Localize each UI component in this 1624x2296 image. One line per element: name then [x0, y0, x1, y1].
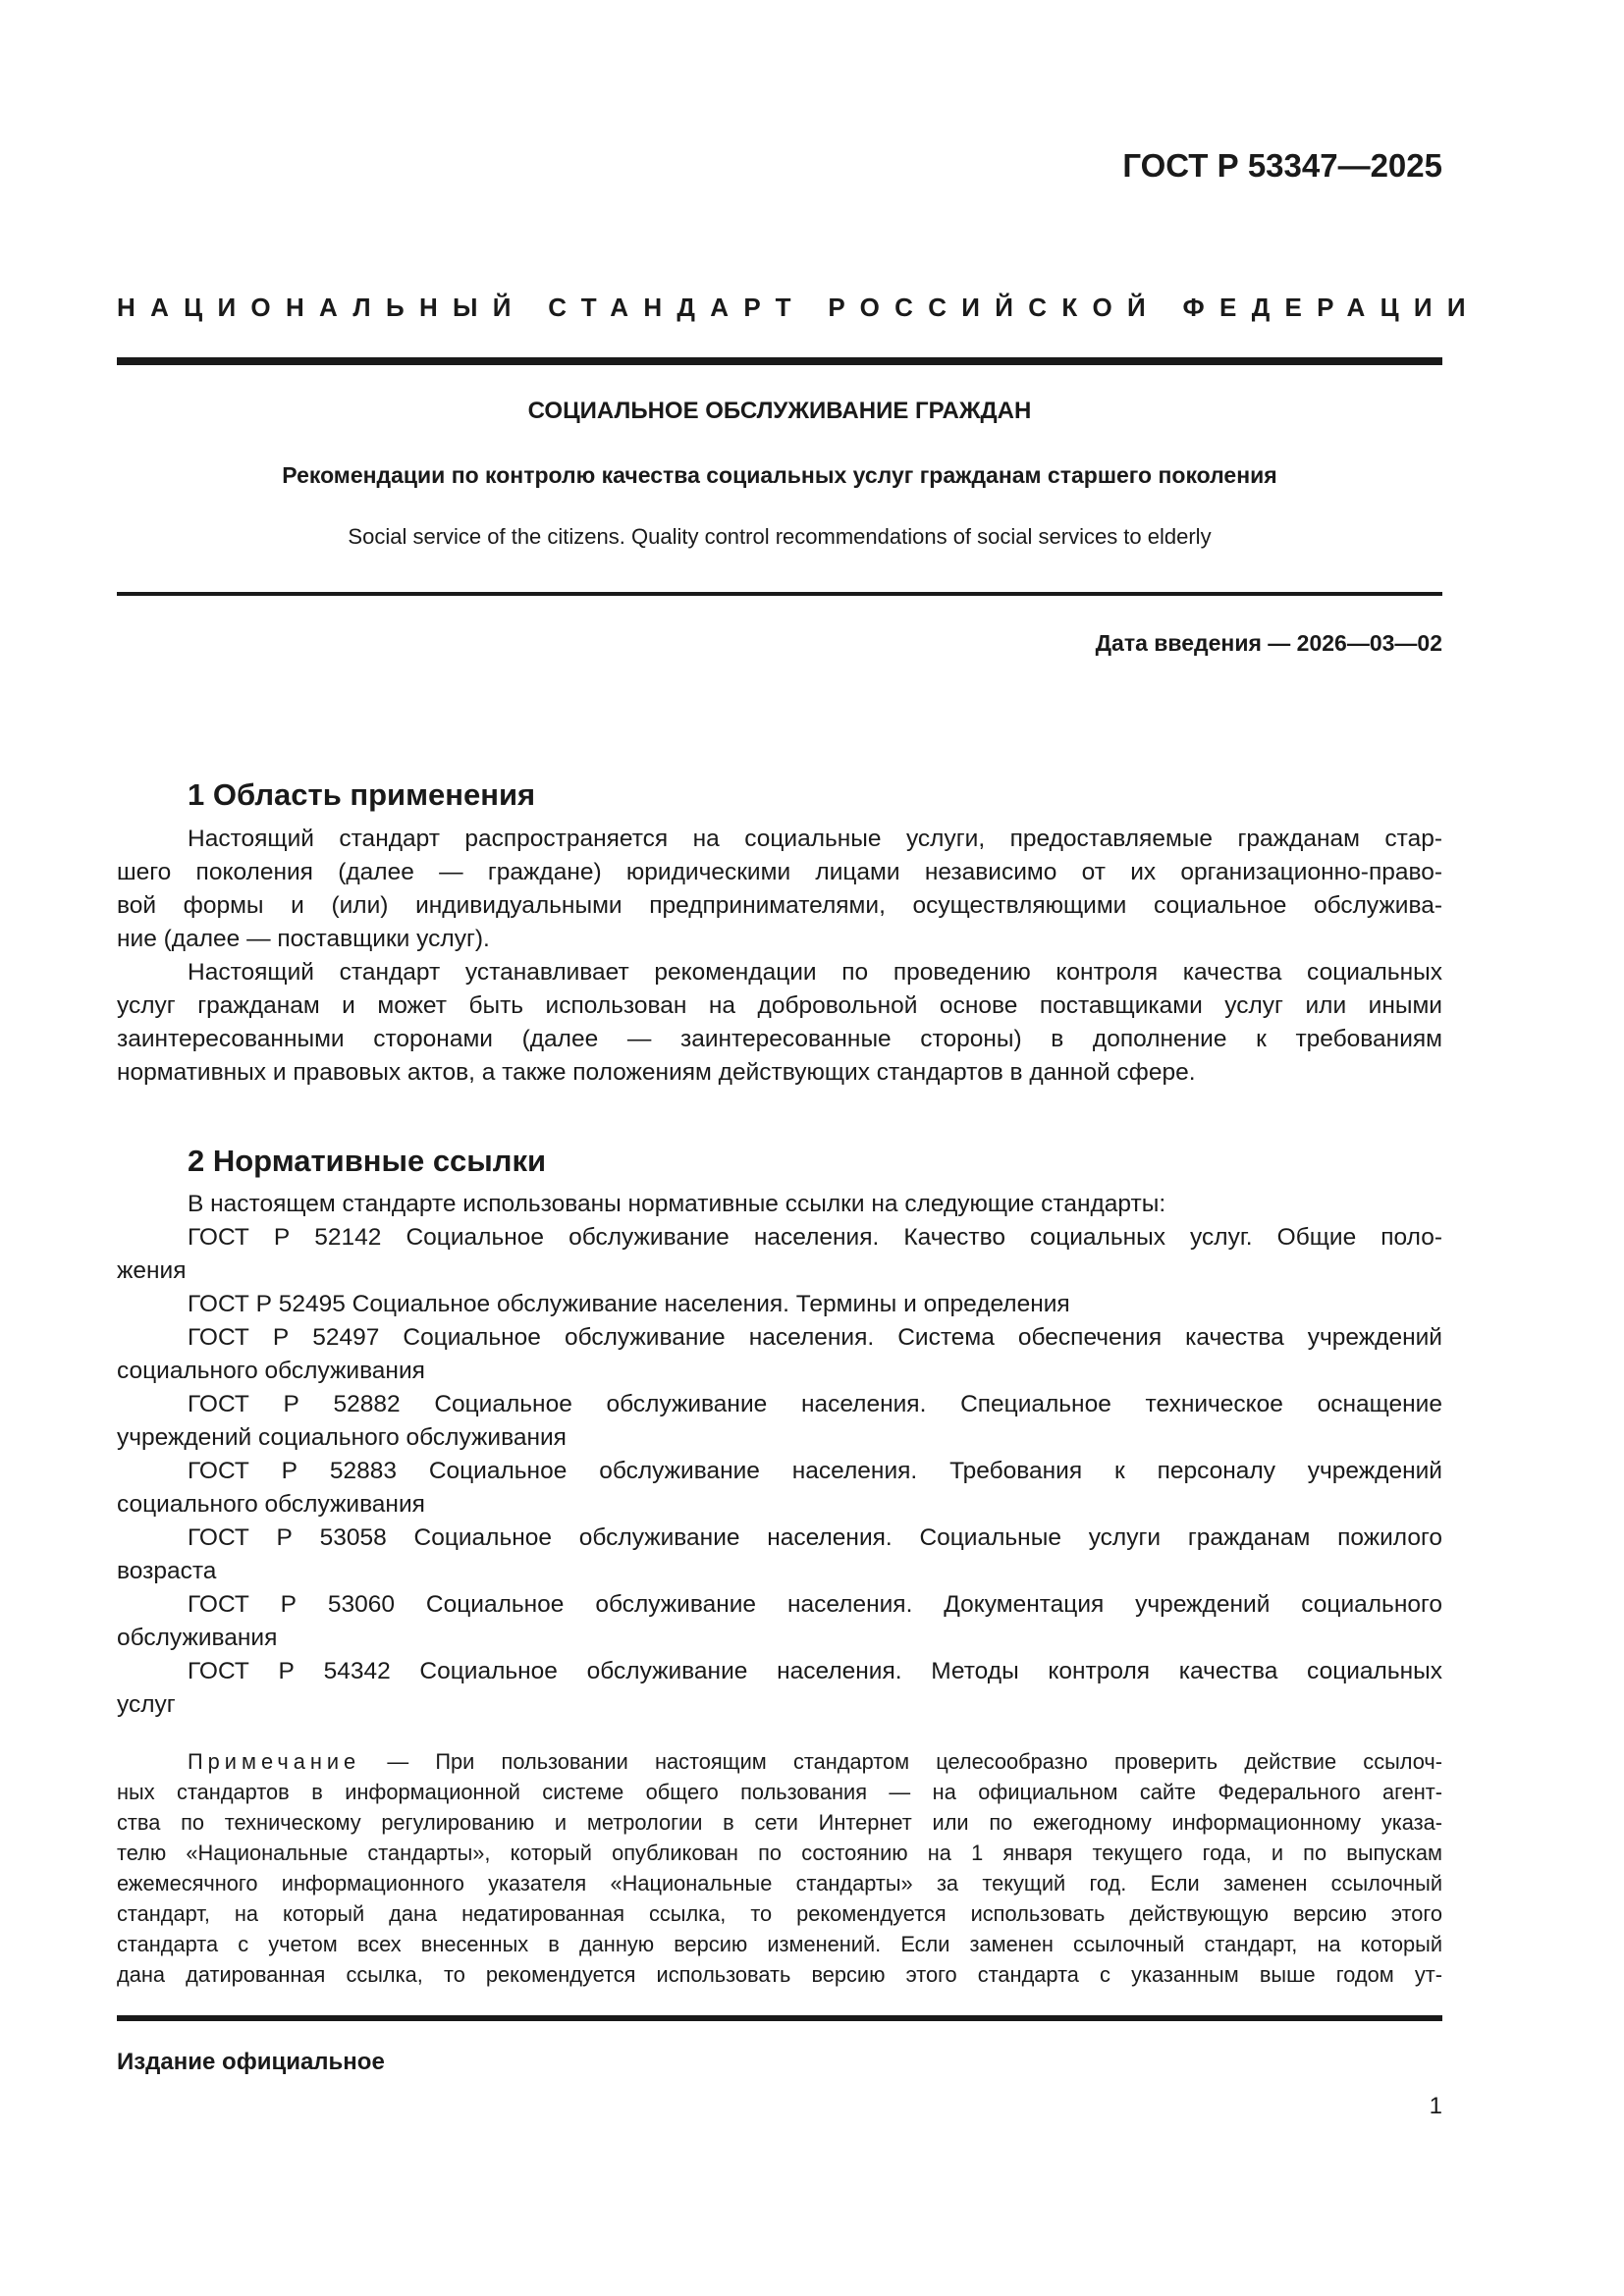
text-line: услуг гражданам и может быть использован на добровольной основе поставщиками услуг или иными	[117, 992, 1442, 1019]
text-line: возраста	[117, 1558, 217, 1584]
text-line: учреждений социального обслуживания	[117, 1424, 567, 1451]
text-line: ГОСТ Р 53060 Социальное обслуживание населения. Документация учреждений социального	[188, 1591, 1442, 1618]
note-line: стандарт, на который дана недатированная ссылка, то рекомендуется использовать действующую версию этого	[117, 1901, 1442, 1926]
text-line: Настоящий стандарт распространяется на социальные услуги, предоставляемые гражданам стар-	[188, 826, 1442, 852]
note-line: дана датированная ссылка, то рекомендуется использовать версию этого стандарта с указанным выше годом ут-	[117, 1962, 1442, 1987]
note-label: Примечание	[188, 1749, 361, 1774]
text-line: ние (далее — поставщики услуг).	[117, 926, 490, 952]
divider	[117, 592, 1442, 596]
text-line: социального обслуживания	[117, 1491, 425, 1518]
paragraph	[117, 1522, 1442, 1588]
section-heading-references: 2 Нормативные ссылки	[188, 1144, 547, 1178]
paragraph	[117, 1588, 1442, 1655]
note-block	[117, 1746, 1442, 1990]
text-line: ГОСТ Р 52142 Социальное обслуживание населения. Качество социальных услуг. Общие поло-	[188, 1224, 1442, 1251]
paragraph	[117, 1321, 1442, 1388]
text-line: шего поколения (далее — граждане) юридическими лицами независимо от их организационно-право-	[117, 859, 1442, 885]
english-title: Social service of the citizens. Quality control recommendations of social services to elderly	[348, 524, 1212, 549]
note-line: стандарта с учетом всех внесенных в данную версию изменений. Если заменен ссылочный стандарт, на который	[117, 1932, 1442, 1956]
paragraph	[117, 1288, 1442, 1321]
text-line: обслуживания	[117, 1625, 278, 1651]
text-line: нормативных и правовых актов, а также положениям действующих стандартов в данной сфере.	[117, 1059, 1196, 1086]
note-line: ных стандартов в информационной системе общего пользования — на официальном сайте Федерального агент-	[117, 1780, 1442, 1804]
section-heading-scope: 1 Область применения	[188, 777, 536, 812]
document-title: СОЦИАЛЬНОЕ ОБСЛУЖИВАНИЕ ГРАЖДАН	[527, 398, 1032, 424]
text-line: ГОСТ Р 52882 Социальное обслуживание населения. Специальное техническое оснащение	[188, 1391, 1442, 1417]
paragraph	[117, 1188, 1442, 1221]
divider	[117, 2015, 1442, 2021]
official-edition-label: Издание официальное	[117, 2049, 385, 2075]
note-first-line	[117, 1746, 1442, 1777]
paragraph	[117, 823, 1442, 956]
note-line: ежемесячного информационного указателя «Национальные стандарты» за текущий год. Если заменен ссылочный	[117, 1871, 1442, 1896]
text-line: ГОСТ Р 52883 Социальное обслуживание населения. Требования к персоналу учреждений	[188, 1458, 1442, 1484]
text-line: ГОСТ Р 54342 Социальное обслуживание населения. Методы контроля качества социальных	[188, 1658, 1442, 1684]
text-line: услуг	[117, 1691, 176, 1718]
note-line: ства по техническому регулированию и метрологии в сети Интернет или по ежегодному информационному указа-	[117, 1810, 1442, 1835]
text-line: ГОСТ Р 52495 Социальное обслуживание населения. Термины и определения	[188, 1291, 1070, 1317]
section-references-body	[117, 1188, 1442, 1722]
divider	[117, 357, 1442, 365]
paragraph	[117, 1655, 1442, 1722]
paragraph	[117, 1221, 1442, 1288]
note-line: телю «Национальные стандарты», который опубликован по состоянию на 1 января текущего года, и по выпускам	[117, 1841, 1442, 1865]
note-lines	[117, 1777, 1442, 1990]
text-line: ГОСТ Р 53058 Социальное обслуживание населения. Социальные услуги гражданам пожилого	[188, 1524, 1442, 1551]
paragraph	[117, 1388, 1442, 1455]
text-line: Настоящий стандарт устанавливает рекомендации по проведению контроля качества социальных	[188, 959, 1442, 986]
effective-date: Дата введения — 2026—03—02	[1095, 630, 1442, 656]
text-line: вой формы и (или) индивидуальными предпринимателями, осуществляющими социальное обслужива-	[117, 892, 1442, 919]
text-line: социального обслуживания	[117, 1358, 425, 1384]
national-standard-banner: НАЦИОНАЛЬНЫЙ СТАНДАРТ РОССИЙСКОЙ ФЕДЕРАЦИИ	[117, 293, 1481, 322]
text-line: В настоящем стандарте использованы нормативные ссылки на следующие стандарты:	[188, 1191, 1166, 1217]
text-line: ГОСТ Р 52497 Социальное обслуживание населения. Система обеспечения качества учреждений	[188, 1324, 1442, 1351]
note-text: — При пользовании настоящим стандартом целесообразно проверить действие ссылоч-	[360, 1749, 1442, 1774]
text-line: жения	[117, 1257, 187, 1284]
page-number: 1	[1429, 2093, 1442, 2119]
text-line: заинтересованными сторонами (далее — заинтересованные стороны) в дополнение к требованиям	[117, 1026, 1442, 1052]
paragraph	[117, 956, 1442, 1090]
section-scope-body	[117, 823, 1442, 1090]
paragraph	[117, 1455, 1442, 1522]
document-code: ГОСТ Р 53347—2025	[1122, 147, 1442, 184]
document-subtitle: Рекомендации по контролю качества социальных услуг гражданам старшего поколения	[282, 462, 1277, 488]
